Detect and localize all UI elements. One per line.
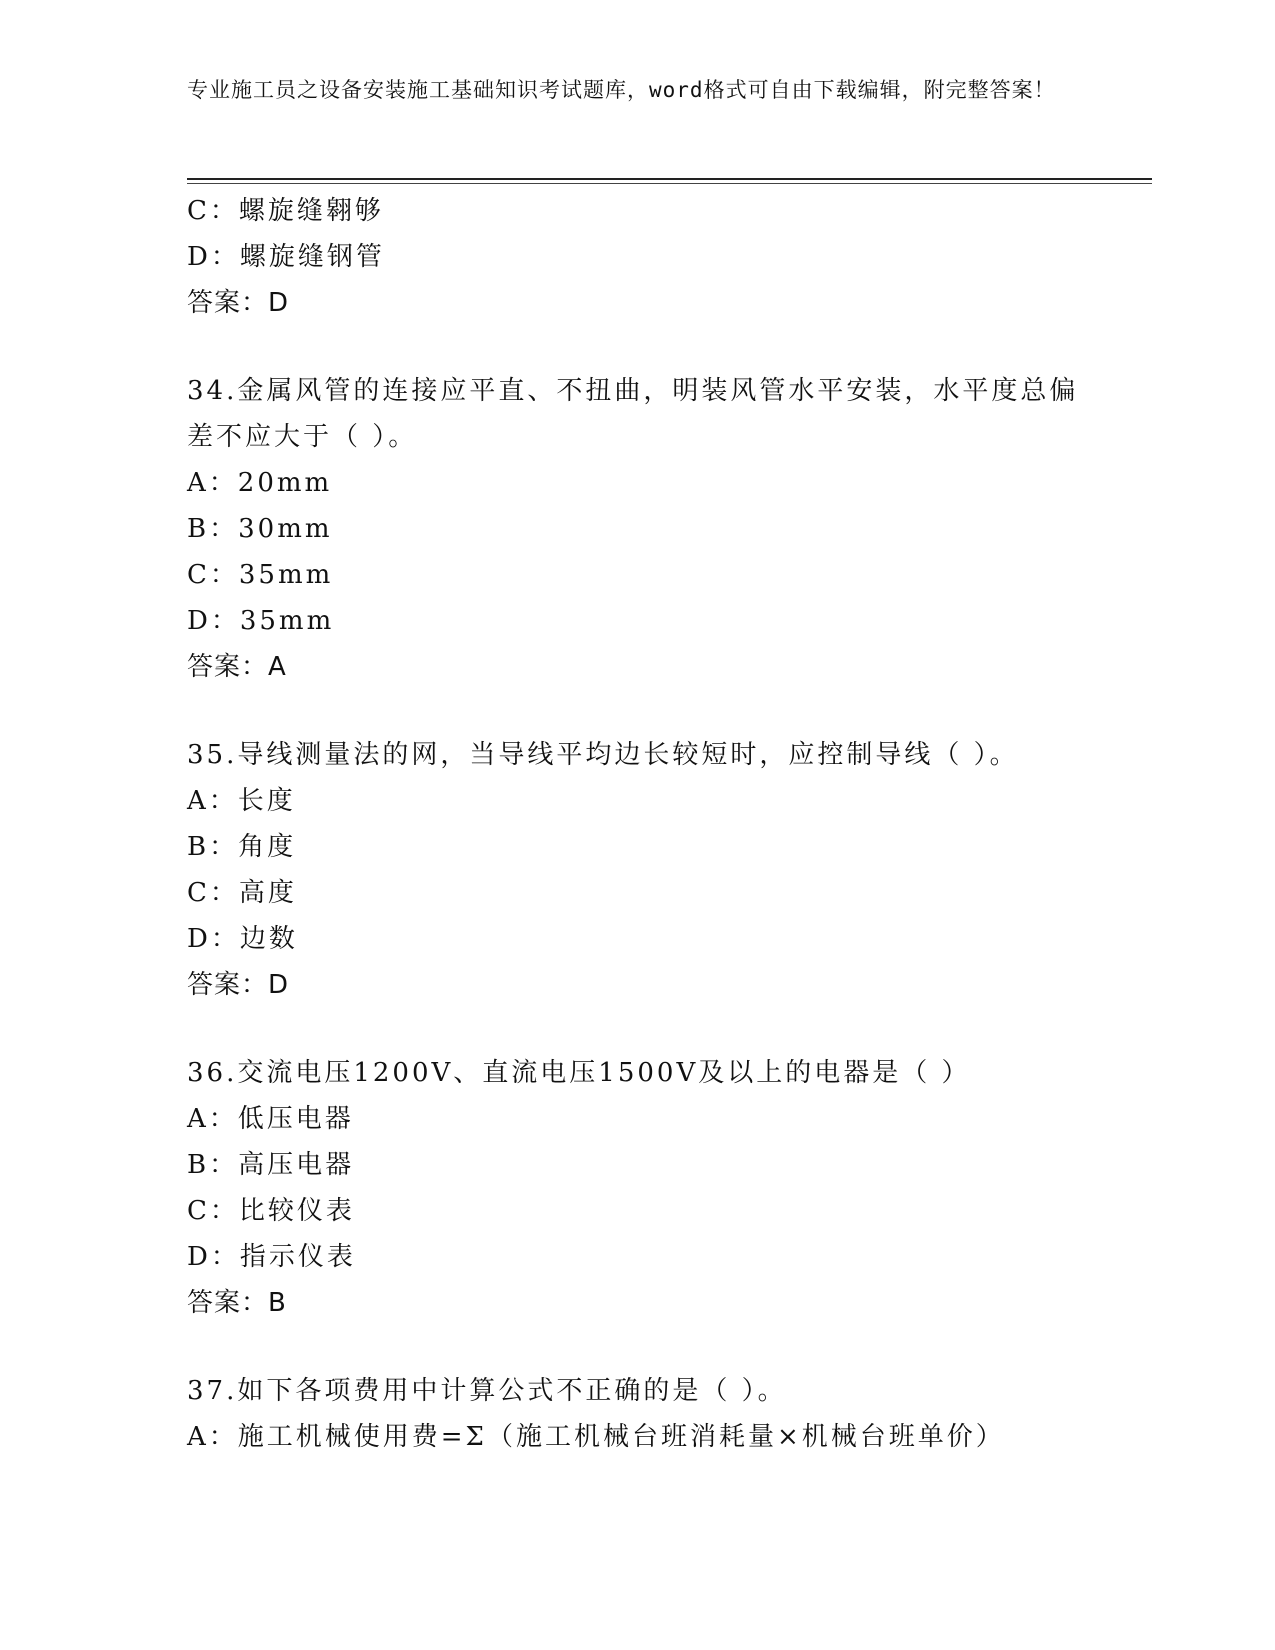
option-d: D：边数 bbox=[187, 924, 298, 954]
option-c: C：高度 bbox=[187, 878, 297, 908]
question-stem: 35.导线测量法的网，当导线平均边长较短时，应控制导线（ ）。 bbox=[187, 740, 1019, 770]
option-b: B：角度 bbox=[187, 832, 297, 862]
document-header bbox=[187, 74, 1067, 107]
option-b: B：高压电器 bbox=[187, 1150, 355, 1180]
option-c: C：35mm bbox=[187, 560, 334, 590]
option-d: D：螺旋缝钢管 bbox=[187, 242, 385, 272]
question-37 bbox=[187, 1368, 1087, 1460]
option-a: A：20mm bbox=[187, 468, 333, 498]
header-rule-thin bbox=[187, 183, 1152, 184]
answer-line: 答案：B bbox=[187, 1288, 287, 1318]
question-35 bbox=[187, 732, 1087, 1008]
question-36 bbox=[187, 1050, 1087, 1326]
answer-line: 答案：D bbox=[187, 970, 290, 1000]
option-b: B：30mm bbox=[187, 514, 333, 544]
option-c: C：比较仪表 bbox=[187, 1196, 355, 1226]
question-stem: 37.如下各项费用中计算公式不正确的是（ ）。 bbox=[187, 1376, 787, 1406]
option-d: D：35mm bbox=[187, 606, 335, 636]
option-a: A：长度 bbox=[187, 786, 296, 816]
answer-line: 答案：A bbox=[187, 652, 287, 682]
question-33-continued bbox=[187, 188, 1087, 326]
option-c: C：螺旋缝翱够 bbox=[187, 196, 384, 226]
option-a: A：低压电器 bbox=[187, 1104, 354, 1134]
question-list bbox=[187, 188, 1087, 1460]
question-stem: 36.交流电压1200V、直流电压1500V及以上的电器是（ ） bbox=[187, 1058, 971, 1088]
question-34 bbox=[187, 368, 1087, 690]
header-title: 专业施工员之设备安装施工基础知识考试题库，word格式可自由下载编辑，附完整答案！ bbox=[187, 78, 1056, 102]
question-stem: 34.金属风管的连接应平直、不扭曲，明装风管水平安装，水平度总偏 bbox=[187, 376, 1079, 406]
option-d: D：指示仪表 bbox=[187, 1242, 356, 1272]
answer-line: 答案：D bbox=[187, 288, 290, 318]
question-stem-continued: 差不应大于（ ）。 bbox=[187, 422, 418, 452]
header-rule-thick bbox=[187, 178, 1152, 180]
option-a: A：施工机械使用费=Σ（施工机械台班消耗量×机械台班单价） bbox=[187, 1422, 1005, 1452]
